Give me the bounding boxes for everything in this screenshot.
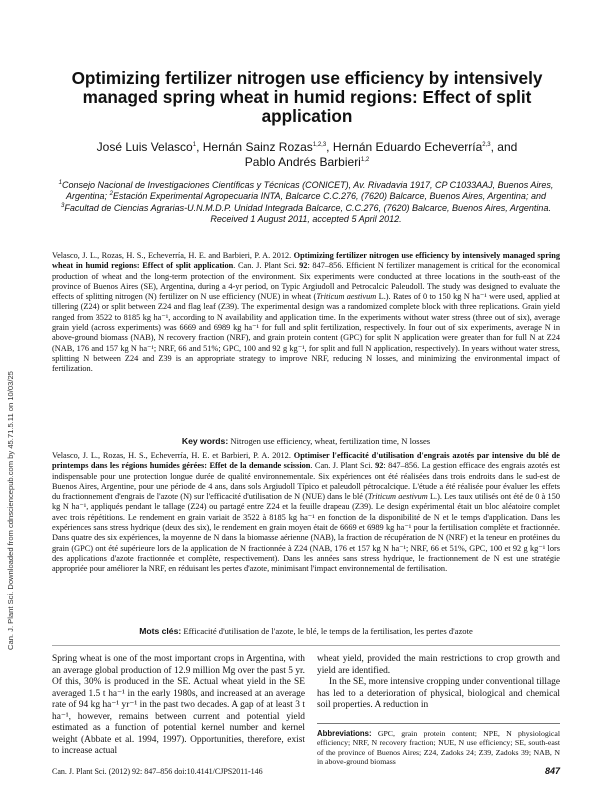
species-name: Triticum aestivum — [367, 492, 428, 502]
abstract-citation-journal: . Can. J. Plant Sci. — [310, 461, 376, 471]
abstract-english — [52, 251, 560, 375]
affil-mark: 1 — [58, 180, 62, 186]
author-affil-mark: 1 — [192, 142, 197, 148]
abbreviations-text: GPC, grain protein content; NPE, N physiological efficiency; NRF, N recovery fraction; NUE, N use efficiency; SE, south-east of the province of Buenos Aires; Z24, Zadoks 24; Z39, Zadoks 39; NAB, N in above-ground biomass — [317, 729, 560, 767]
abstract-citation-title: Optimizing fertilizer nitrogen use efficiency by intensively managed spring wheat in humid regions: Effect of split application — [52, 251, 560, 271]
keywords-text: Nitrogen use efficiency, wheat, fertilization time, N losses — [230, 436, 431, 446]
body-paragraph: In the SE, more intensive cropping under conventional tillage has led to a deterioration of physical, biological and chemical soil properties. A reduction in — [317, 677, 560, 710]
author-affil-mark: 2,3 — [482, 142, 491, 148]
body-column-right — [317, 654, 560, 712]
abstract-citation-volume: 92 — [375, 461, 384, 471]
abstract-body: L.). Rates of 0 to 150 kg N ha⁻¹ were used, applied at tillering (Z24) or split between Z24 and flag leaf (Z39). The experimental design was a randomized complete block with three replications. Grain yield ranged from 3522 to 8185 kg ha⁻¹, according to N availability and application time. In the experiments without water stress (three out of six), average grain yield (across experiments) was 6669 and 6989 kg ha⁻¹ for full and split fertilization, respectively. In four out of six experiments, average N in above-ground biomass (NAB), N recovery fraction (NRF), and grain protein content (GPC) for split N application were greater than for full N at Z24 (NAB, 176 and 157 kg N ha⁻¹; NRF, 66 and 51%; GPC, 100 and 92 g kg⁻¹, for split and full N application, respectively). In years without water stress, splitting N between Z24 and Z39 is an appropriate strategy to improve NRF, reducing N losses, and minimizing the environmental impact of fertilization. — [52, 292, 560, 374]
download-watermark: Can. J. Plant Sci. Downloaded from cdnsciencepub.com by 45.71.5.11 on 10/03/25 — [6, 371, 15, 650]
body-paragraph: Spring wheat is one of the most important crops in Argentina, with an average global production of 12.9 million Mg over the past 5 yr. Of this, 30% is produced in the SE. Actual wheat yield in the SE averaged 1.5 t ha⁻¹ in the early 1980s, and increased at an average rate of 94 kg ha⁻¹ yr⁻¹ in the past two decades. A gap of at least 3 t ha⁻¹, however, remains between current and potential yield estimated as a function of potential kernel number and kernel weight (Abbate et al. 1994, 1997). Opportunities, therefore, exist to increase actual — [52, 654, 305, 756]
abstract-citation-title: Optimiser l'efficacité d'utilisation d'engrais azotés par intensive du blé de printemps dans les régions humides gérées: Effet de la demande scission — [52, 451, 560, 471]
affiliation-text: Consejo Nacional de Investigaciones Científicas y Técnicas (CONICET), Av. Rivadavia 1917, CP C1033AAJ, Buenos Aires, Argentina; — [61, 180, 554, 202]
section-divider — [52, 645, 560, 646]
body-paragraph: wheat yield, provided the main restrictions to crop growth and yield are identified. — [317, 654, 560, 676]
affiliation-text: Facultad de Ciencias Agrarias-U.N.M.D.P. Unidad Integrada Balcarce, C.C.276, (7620) Balcarce, Buenos Aires, Argentina. Received 1 August 2011, accepted 5 April 2012. — [64, 202, 551, 225]
author-conjunction: , and — [490, 140, 518, 154]
paper-title: Optimizing fertilizer nitrogen use efficiency by intensively managed spring wheat in humid regions: Effect of split application — [71, 68, 543, 126]
abstract-citation-pages: : 847–856. — [383, 461, 422, 471]
keywords-label: Key words: — [181, 436, 229, 446]
affil-mark: 2 — [109, 191, 113, 198]
author-affil-mark: 1,2,3 — [312, 142, 327, 148]
footer-citation: Can. J. Plant Sci. (2012) 92: 847–856 doi:10.4141/CJPS2011-146 — [52, 767, 263, 776]
affil-mark: 3 — [61, 202, 65, 209]
abstract-citation: Velasco, J. L., Rozas, H. S., Echeverría, H. E. and Barbieri, P. A. 2012. — [52, 251, 294, 260]
abstract-french — [52, 451, 560, 575]
abstract-body: La gestion efficace des engrais azotés est indispensable pour une protection longue durée de qualité environnementale. Six expériences ont été réalisées dans trois endroits dans le sud-est de Buenos Aires, Argentine, pour une période de 4 ans, dans sols Argiudoll Típico et paleudoll pétrocalcique. L'étude a été réalisée pour évaluer les effets du fractionnement d'engrais de l'azote (N) sur l'efficacité d'utilisation de N (NUE) dans le blé ( — [52, 461, 560, 502]
affiliations — [52, 180, 560, 226]
abstract-citation-volume: 92 — [299, 261, 308, 271]
keywords-french — [52, 626, 560, 637]
abstract-body: L.). Les taux utilisés ont été de 0 à 150 kg N ha⁻¹, appliqués pendant le tallage (Z24) ou partagé entre Z24 et la feuille drapeau (Z39). Le design expérimental était un bloc aléatoire complet avec trois répétitions. Le rendement en grain variait de 3522 à 8185 kg ha⁻¹ en fonction de la disponibilité de N et le temps d'application. Dans les expériences sans stress hydrique (deux des six), le rendement en grain moyen était de 6669 et 6989 kg ha⁻¹ pour la fertilisation complète et fractionnée. Dans quatre des six expériences, la moyenne de N dans la biomasse aérienne (NAB), la fraction de récupération de N (NRF) et la teneur en protéines du grain (GPC) ont été supérieure lors de la application de N fractionnée à Z24 (NAB, 176 et 157 kg N ha⁻¹; NRF, 66 et 51%, GPC, 100 et 92 g kg⁻¹ lors des applications d'azote fractionnée et complète, respectivement). Dans les années sans stress hydrique, le fractionnement de N est une stratégie appropriée pour améliorer la NRF, en réduisant les pertes d'azote, minimisant l'impact environnemental de fertilisation. — [52, 492, 560, 574]
species-name: Triticum aestivum — [316, 292, 377, 302]
abstract-body: Efficient N fertilizer management is critical for the economical production of wheat and the long-term protection of the environment. Six experiments were conducted at three locations in the south-east of the province of Buenos Aires (SE), Argentina, during a 4-yr period, on Typic Argiudoll and Petrocalcic Paleudoll. The study was designed to evaluate the effects of splitting nitrogen (N) fertilizer on N use efficiency (NUE) in wheat ( — [52, 261, 560, 302]
page-number: 847 — [544, 766, 560, 776]
keywords-english — [52, 436, 560, 447]
author-name: Pablo Andrés Barbieri — [244, 155, 361, 169]
affiliation-text: Estación Experimental Agropecuaria INTA, Balcarce C.C.276, (7620) Balcarce, Buenos Aires, Argentina; and — [112, 191, 546, 202]
keywords-text: Efficacité d'utilisation de l'azote, le blé, le temps de la fertilisation, les pertes d'azote — [183, 626, 473, 636]
author-affil-mark: 1,2 — [360, 157, 370, 163]
author-name: Hernán Sainz Rozas — [202, 140, 313, 154]
abstract-citation-pages: : 847–856. — [307, 261, 347, 271]
keywords-label: Mots clés: — [139, 626, 182, 636]
abbreviations-box — [317, 723, 560, 767]
abbreviations-label: Abbreviations: — [317, 729, 372, 738]
author-list: José Luis Velasco$^1$, Hernán Sainz Rozas$^{1,2,3}$, Hernán Eduardo Echeverría$^{2,3}$, and Pablo Andrés Barbieri$^{1,2}$ — [96, 140, 518, 169]
author-name: José Luis Velasco — [96, 140, 193, 154]
body-column-left — [52, 654, 305, 758]
author-name: Hernán Eduardo Echeverría — [332, 140, 483, 154]
abstract-citation-journal: . Can. J. Plant Sci. — [233, 261, 300, 271]
abstract-citation: Velasco, J. L., Rozas, H. S., Echeverría, H. E. et Barbieri, P. A. 2012. — [52, 451, 294, 460]
